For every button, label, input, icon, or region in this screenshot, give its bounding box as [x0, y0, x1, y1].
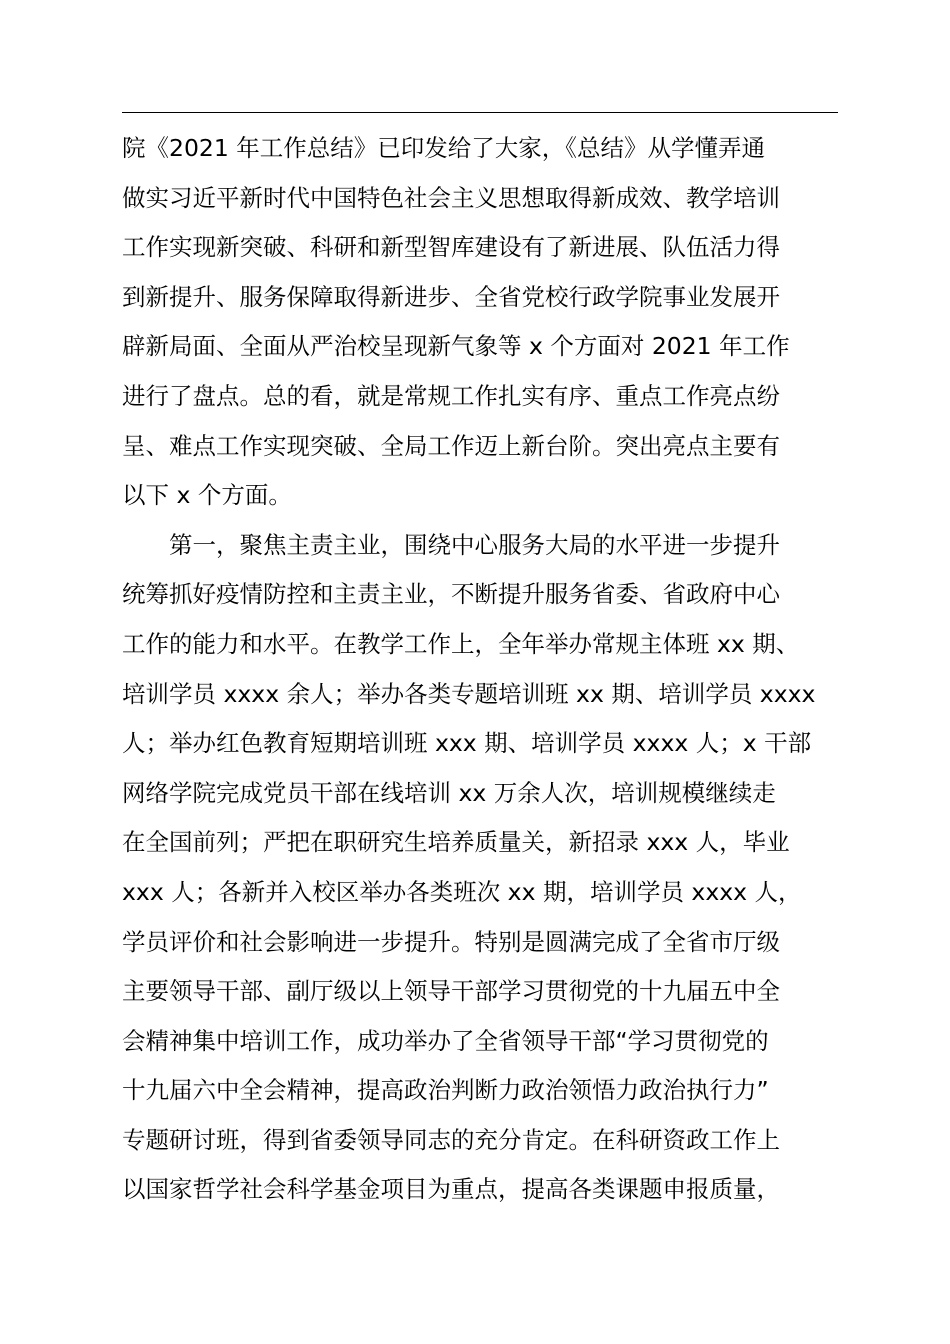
- paragraph-2-line-6: 网络学院完成党员干部在线培训 xx 万余人次，培训规模继续走: [122, 778, 776, 807]
- paragraph-2-line-1: 第一，聚焦主责主业，围绕中心服务大局的水平进一步提升: [169, 530, 780, 559]
- paragraph-2-line-4: 培训学员 xxxx 余人；举办各类专题培训班 xx 期、培训学员 xxxx: [122, 679, 816, 708]
- paragraph-2-line-14: 以国家哲学社会科学基金项目为重点，提高各类课题申报质量，: [122, 1175, 780, 1204]
- paragraph-2-line-5: 人；举办红色教育短期培训班 xxx 期、培训学员 xxxx 人；x 干部: [122, 729, 812, 758]
- paragraph-1-line-6: 进行了盘点。总的看，就是常规工作扎实有序、重点工作亮点纷: [122, 381, 780, 410]
- paragraph-1-line-1: 院《2021 年工作总结》已印发给了大家，《总结》从学懂弄通: [122, 134, 766, 162]
- paragraph-1-line-5: 辟新局面、全面从严治校呈现新气象等 x 个方面对 2021 年工作: [122, 332, 790, 361]
- paragraph-2-line-7: 在全国前列；严把在职研究生培养质量关，新招录 xxx 人，毕业: [122, 828, 790, 857]
- paragraph-1-line-3: 工作实现新突破、科研和新型智库建设有了新进展、队伍活力得: [122, 233, 780, 262]
- paragraph-2-line-12: 十九届六中全会精神，提高政治判断力政治领悟力政治执行力”: [122, 1076, 769, 1105]
- paragraph-1-line-4: 到新提升、服务保障取得新进步、全省党校行政学院事业发展开: [122, 282, 780, 311]
- paragraph-1-line-2: 做实习近平新时代中国特色社会主义思想取得新成效、教学培训: [122, 183, 780, 212]
- paragraph-2-line-11: 会精神集中培训工作，成功举办了全省领导干部“学习贯彻党的: [122, 1026, 769, 1055]
- paragraph-1-line-8: 以下 x 个方面。: [122, 481, 292, 510]
- paragraph-2-line-10: 主要领导干部、副厅级以上领导干部学习贯彻党的十九届五中全: [122, 977, 780, 1006]
- paragraph-2-line-8: xxx 人；各新并入校区举办各类班次 xx 期，培训学员 xxxx 人，: [122, 877, 802, 906]
- paragraph-2-line-9: 学员评价和社会影响进一步提升。特别是圆满完成了全省市厅级: [122, 927, 780, 956]
- paragraph-1-line-7: 呈、难点工作实现突破、全局工作迈上新台阶。突出亮点主要有: [122, 431, 780, 460]
- paragraph-2-line-2: 统筹抓好疫情防控和主责主业，不断提升服务省委、省政府中心: [122, 580, 780, 609]
- document-body: [122, 124, 838, 1215]
- paragraph-2-line-13: 专题研讨班，得到省委领导同志的充分肯定。在科研资政工作上: [122, 1125, 780, 1154]
- paragraph-2-line-3: 工作的能力和水平。在教学工作上，全年举办常规主体班 xx 期、: [122, 629, 800, 658]
- header-rule: [122, 112, 838, 113]
